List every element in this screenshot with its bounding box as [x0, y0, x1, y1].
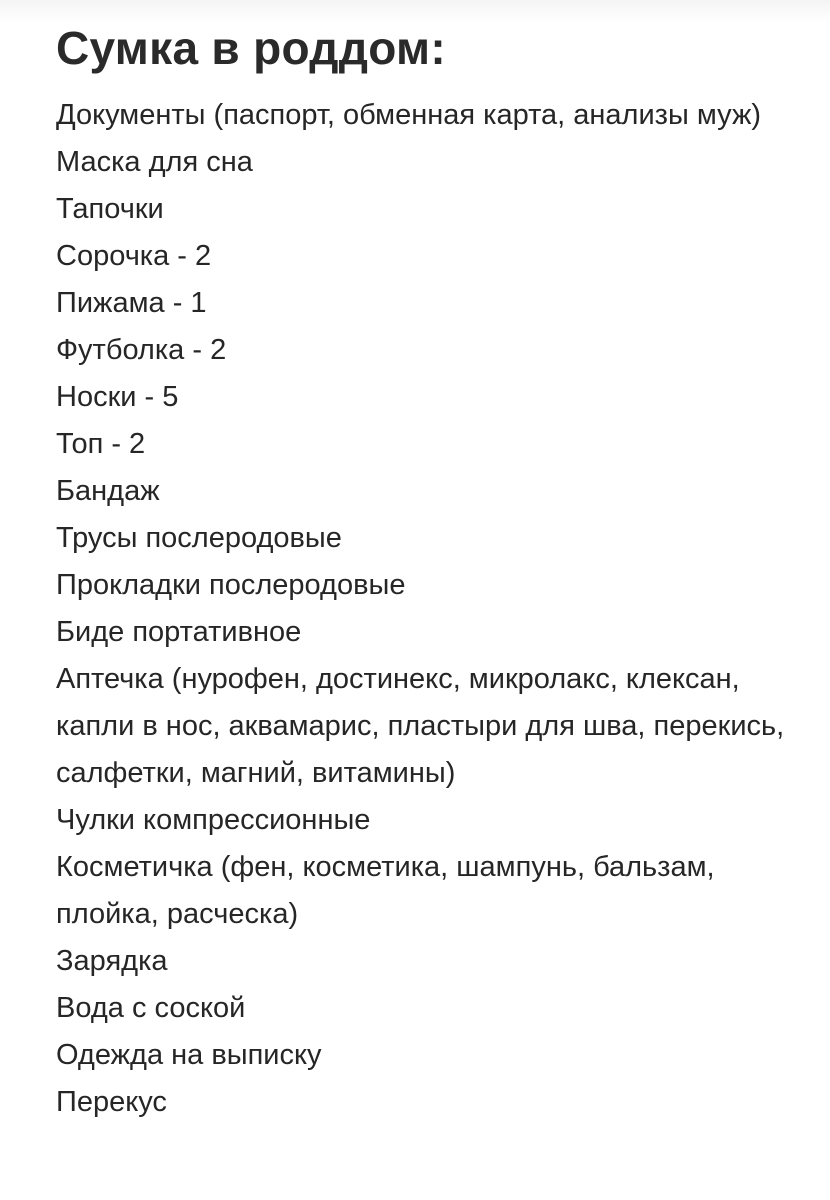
list-item: Косметичка (фен, косметика, шампунь, бальзам, плойка, расческа): [56, 851, 715, 930]
list-item: Вода с соской: [56, 992, 246, 1024]
list-item: Бандаж: [56, 475, 160, 507]
note-content: [56, 18, 796, 1126]
list-item: Перекус: [56, 1086, 167, 1118]
list-item: Тапочки: [56, 193, 164, 225]
list-item: Маска для сна: [56, 146, 253, 178]
list-item: Топ - 2: [56, 428, 146, 460]
list-item: Носки - 5: [56, 381, 179, 413]
list-item: Прокладки послеродовые: [56, 569, 406, 601]
list-item: Одежда на выписку: [56, 1039, 322, 1071]
list-item: Чулки компрессионные: [56, 804, 371, 836]
list-item: Трусы послеродовые: [56, 522, 342, 554]
list-item: Аптечка (нурофен, достинекс, микролакс, клексан, капли в нос, аквамарис, пластыри для шва, перекись, салфетки, магний, витамины): [56, 663, 785, 789]
list-item: Документы (паспорт, обменная карта, анализы муж): [56, 99, 762, 131]
list-item: Сорочка - 2: [56, 240, 212, 272]
list-item: Футболка - 2: [56, 334, 227, 366]
checklist: [56, 92, 796, 1126]
list-item: Биде портативное: [56, 616, 302, 648]
list-item: Пижама - 1: [56, 287, 207, 319]
list-item: Зарядка: [56, 945, 168, 977]
page-title: Сумка в роддом:: [56, 22, 446, 74]
